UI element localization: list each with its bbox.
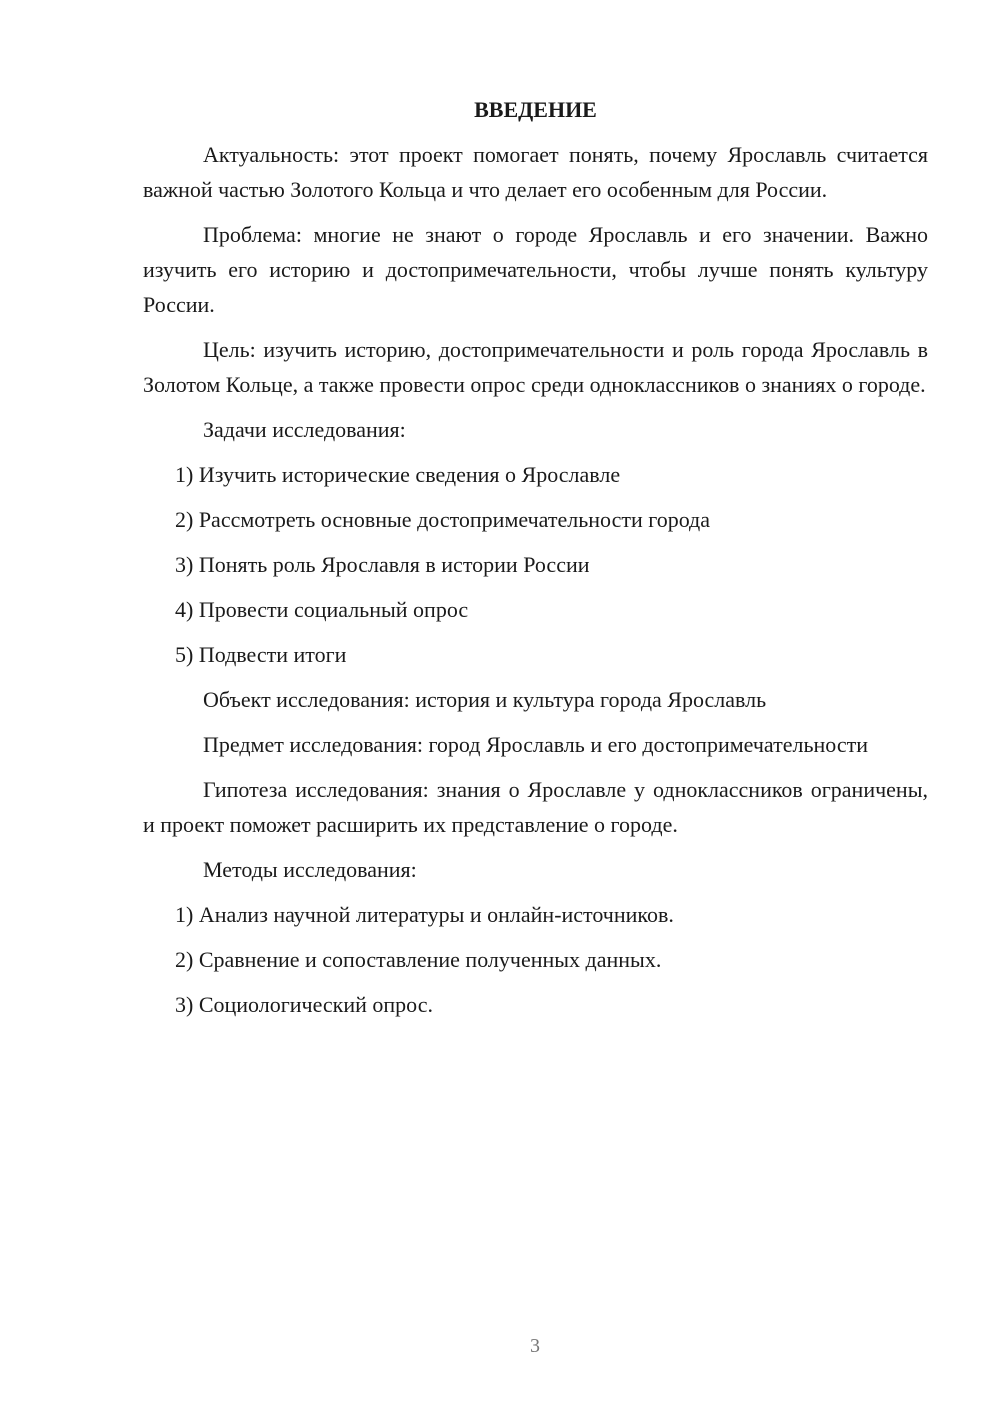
- page-number: 3: [530, 1335, 540, 1357]
- task-item: 5) Подвести итоги: [175, 642, 347, 667]
- problem-paragraph: Проблема: многие не знают о городе Ярославль и его значении. Важно изучить его историю и достопримечательности, чтобы лучше понять культуру России.: [143, 222, 928, 317]
- tasks-title: Задачи исследования:: [203, 417, 406, 442]
- method-item: 2) Сравнение и сопоставление полученных данных.: [175, 947, 662, 972]
- task-item: 1) Изучить исторические сведения о Ярославле: [175, 462, 621, 487]
- hypothesis-paragraph: Гипотеза исследования: знания о Ярославле у одноклассников ограничены, и проект поможет расширить их представление о городе.: [143, 777, 928, 837]
- subject-paragraph: Предмет исследования: город Ярославль и его достопримечательности: [203, 732, 868, 757]
- method-item: 3) Социологический опрос.: [175, 992, 433, 1017]
- method-item: 1) Анализ научной литературы и онлайн-источников.: [175, 902, 674, 927]
- relevance-paragraph: Актуальность: этот проект помогает понять, почему Ярославль считается важной частью Золотого Кольца и что делает его особенным для России.: [143, 142, 928, 202]
- task-item: 4) Провести социальный опрос: [175, 597, 469, 622]
- object-paragraph: Объект исследования: история и культура города Ярославль: [203, 687, 767, 712]
- task-item: 3) Понять роль Ярославля в истории России: [175, 552, 590, 577]
- goal-paragraph: Цель: изучить историю, достопримечательности и роль города Ярославль в Золотом Кольце, а также провести опрос среди одноклассников о знаниях о городе.: [143, 337, 928, 397]
- document-page: [143, 92, 928, 1032]
- methods-title: Методы исследования:: [203, 857, 417, 882]
- section-heading: ВВЕДЕНИЕ: [474, 97, 597, 122]
- task-item: 2) Рассмотреть основные достопримечательности города: [175, 507, 711, 532]
